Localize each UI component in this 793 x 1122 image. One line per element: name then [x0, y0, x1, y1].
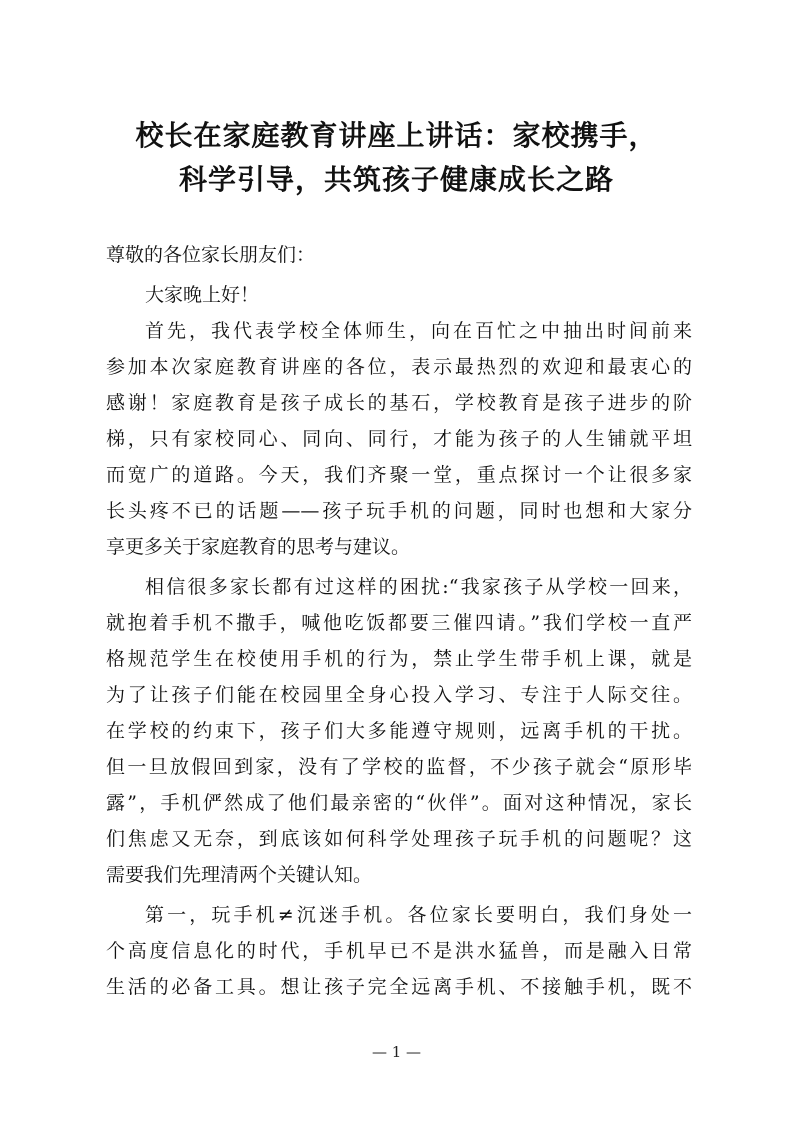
paragraph-line: 为了让孩子们能在校园里全身心投入学习、专注于人际交往。 — [106, 684, 692, 706]
document-title-line-2: 科学引导，共筑孩子健康成长之路 — [178, 163, 614, 196]
paragraph-line: 露”，手机俨然成了他们最亲密的“伙伴”。面对这种情况，家长 — [106, 792, 692, 814]
paragraph-line: 格规范学生在校使用手机的行为，禁止学生带手机上课，就是 — [106, 648, 692, 670]
paragraph-line: 享更多关于家庭教育的思考与建议。 — [106, 536, 411, 558]
paragraph-line: 但一旦放假回到家，没有了学校的监督，不少孩子就会“原形毕 — [106, 756, 692, 778]
paragraph-line: 们焦虑又无奈，到底该如何科学处理孩子玩手机的问题呢？这 — [106, 828, 692, 850]
paragraph-line: 梯，只有家校同心、同向、同行，才能为孩子的人生铺就平坦 — [106, 428, 692, 450]
paragraph-line: 在学校的约束下，孩子们大多能遵守规则，远离手机的干扰。 — [106, 720, 692, 742]
paragraph-line: 参加本次家庭教育讲座的各位，表示最热烈的欢迎和最衷心的 — [106, 356, 692, 378]
paragraph-line: 需要我们先理清两个关键认知。 — [106, 864, 373, 886]
paragraph-line: 个高度信息化的时代，手机早已不是洪水猛兽，而是融入日常 — [106, 940, 692, 962]
greeting: 大家晚上好！ — [145, 284, 260, 306]
paragraph-line: 生活的必备工具。想让孩子完全远离手机、不接触手机，既不 — [106, 976, 692, 998]
paragraph-line: 首先，我代表学校全体师生，向在百忙之中抽出时间前来 — [145, 320, 692, 342]
salutation: 尊敬的各位家长朋友们： — [106, 244, 316, 266]
paragraph-line: 长头疼不已的话题——孩子玩手机的问题，同时也想和大家分 — [106, 500, 692, 522]
paragraph-line: 而宽广的道路。今天，我们齐聚一堂，重点探讨一个让很多家 — [106, 464, 692, 486]
page-number: — 1 — — [371, 1043, 422, 1061]
paragraph-line: 感谢！家庭教育是孩子成长的基石，学校教育是孩子进步的阶 — [106, 392, 692, 414]
paragraph-line: 就抱着手机不撒手，喊他吃饭都要三催四请。”我们学校一直严 — [106, 612, 692, 634]
document-title-line-1: 校长在家庭教育讲座上讲话：家校携手， — [135, 119, 658, 152]
paragraph-line: 第一，玩手机≠沉迷手机。各位家长要明白，我们身处一 — [145, 904, 692, 926]
paragraph-line: 相信很多家长都有过这样的困扰:“我家孩子从学校一回来， — [145, 576, 692, 598]
